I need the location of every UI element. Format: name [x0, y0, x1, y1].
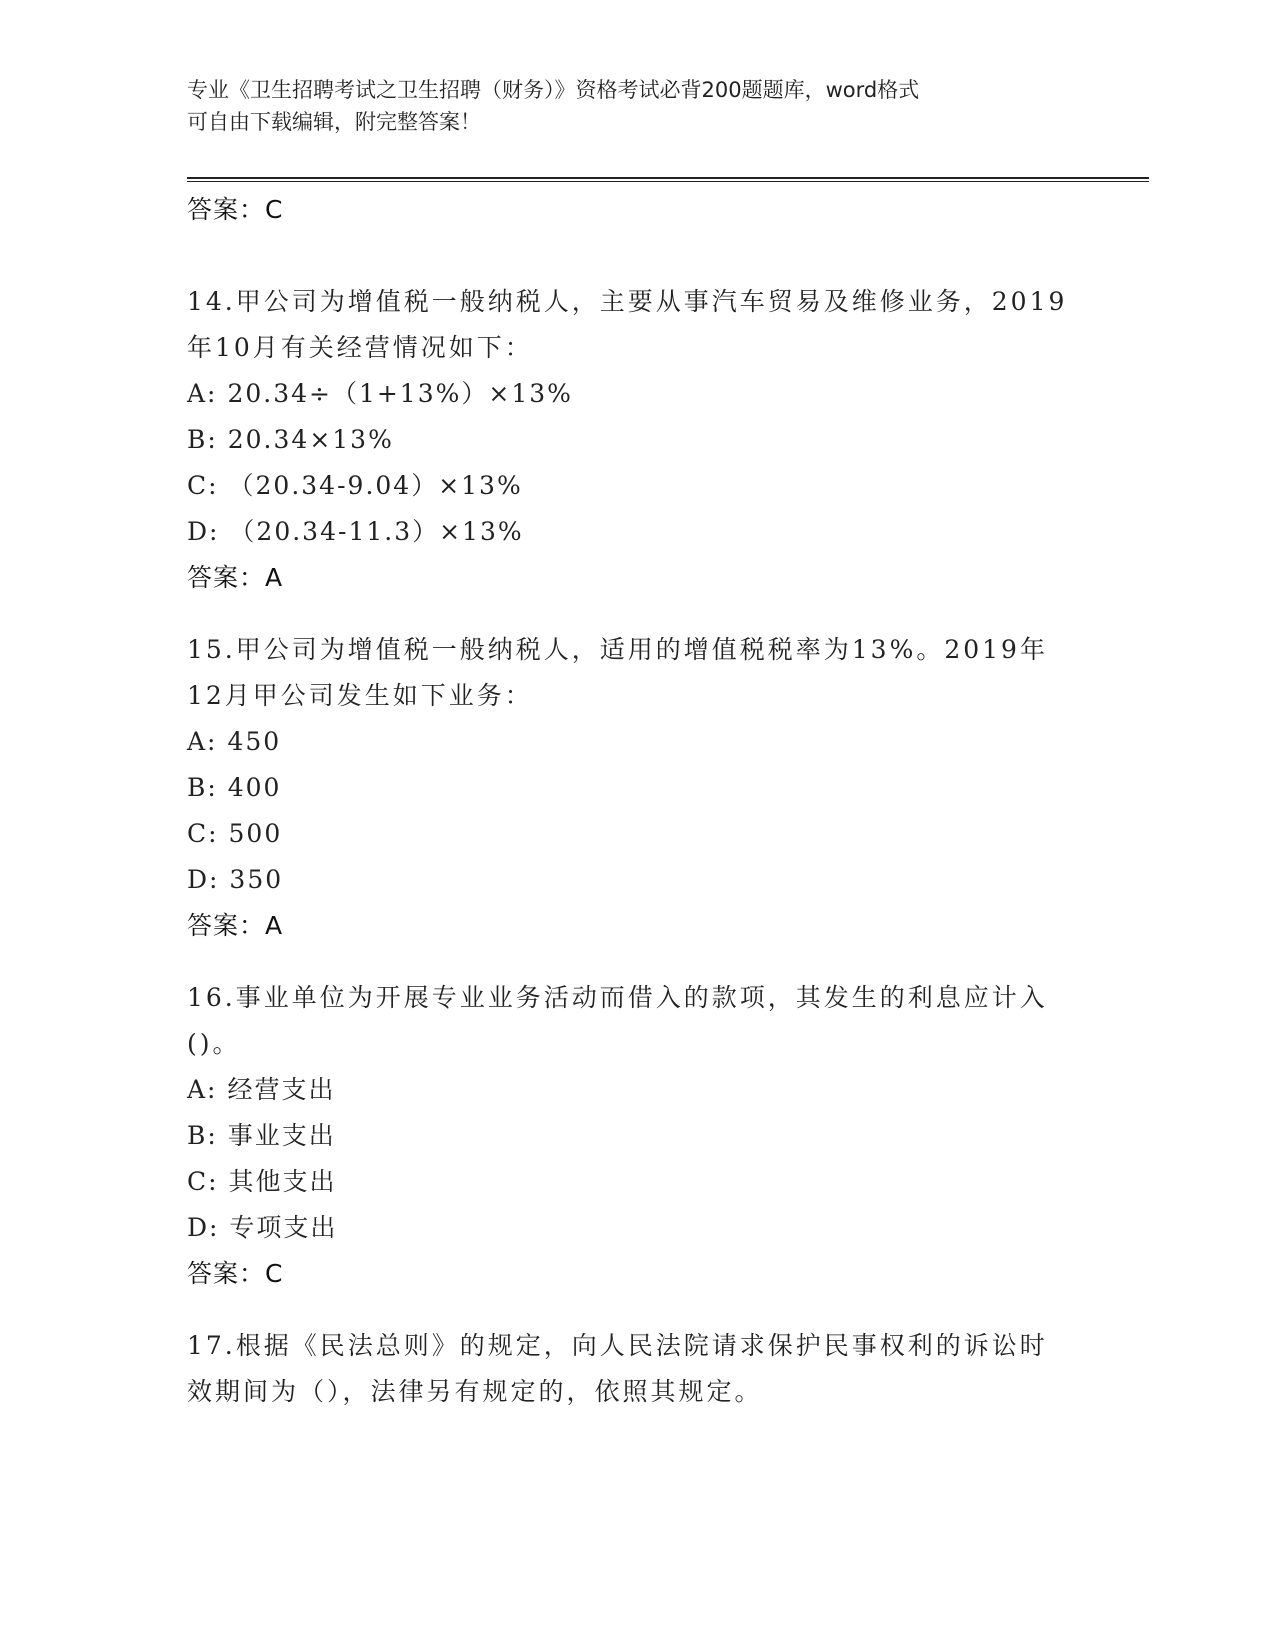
option-text: （20.34-11.3）×13%: [229, 517, 524, 546]
option-b: [187, 1113, 1077, 1159]
question-17: [187, 1323, 1077, 1415]
answer-value: C: [265, 195, 284, 224]
answer-label: 答案：: [187, 911, 266, 940]
question-15: [187, 627, 1077, 949]
option-label: B:: [187, 1121, 218, 1150]
question-text-line-1: 甲公司为增值税一般纳税人，主要从事汽车贸易及维修业务，2019: [235, 287, 1068, 316]
option-label: D:: [187, 865, 220, 894]
option-label: A:: [187, 1075, 218, 1104]
option-label: C:: [187, 471, 219, 500]
header-divider-thick: [187, 177, 1149, 179]
answer-value: A: [265, 911, 284, 940]
answer-line: [187, 1251, 1077, 1297]
option-a: [187, 371, 1077, 417]
answer-label: 答案：: [187, 195, 266, 224]
option-label: D:: [187, 1213, 220, 1242]
header-divider-thin: [187, 181, 1149, 182]
header-line-2: 可自由下载编辑，附完整答案！: [187, 110, 481, 134]
answer-line: [187, 903, 1077, 949]
question-stem: [187, 627, 1077, 719]
option-text: 400: [227, 773, 282, 802]
option-d: [187, 509, 1077, 555]
header-line-1: 专业《卫生招聘考试之卫生招聘（财务）》资格考试必背200题题库，word格式: [187, 78, 920, 102]
option-b: [187, 417, 1077, 463]
option-c: [187, 463, 1077, 509]
option-label: C:: [187, 1167, 219, 1196]
question-text-line-1: 甲公司为增值税一般纳税人，适用的增值税税率为13%。2019年: [235, 635, 1048, 664]
answer-label: 答案：: [187, 563, 266, 592]
answer-label: 答案：: [187, 1259, 266, 1288]
question-text-line-1: 根据《民法总则》的规定，向人民法院请求保护民事权利的诉讼时: [235, 1331, 1048, 1360]
option-text: 350: [229, 865, 284, 894]
option-text: 事业支出: [227, 1121, 336, 1150]
option-label: B:: [187, 425, 218, 454]
question-number: 17.: [187, 1331, 236, 1360]
option-c: [187, 1159, 1077, 1205]
option-a: [187, 719, 1077, 765]
option-text: 20.34×13%: [227, 425, 394, 454]
answer-value: A: [265, 563, 284, 592]
answer-line: [187, 555, 1077, 601]
option-text: 其他支出: [228, 1167, 337, 1196]
option-label: D:: [187, 517, 220, 546]
question-stem: [187, 975, 1077, 1067]
answer-value: C: [265, 1259, 284, 1288]
option-text: 20.34÷（1+13%）×13%: [227, 379, 573, 408]
question-14: [187, 279, 1077, 601]
answer-line: [187, 187, 283, 233]
question-stem: [187, 1323, 1077, 1415]
question-16: [187, 975, 1077, 1297]
option-a: [187, 1067, 1077, 1113]
option-b: [187, 765, 1077, 811]
question-text-line-2: 年10月有关经营情况如下：: [187, 333, 533, 362]
question-text-line-2: ()。: [187, 1029, 241, 1058]
option-label: A:: [187, 727, 218, 756]
question-text-line-2: 效期间为（），法律另有规定的，依照其规定。: [187, 1377, 763, 1406]
question-text-line-1: 事业单位为开展专业业务活动而借入的款项，其发生的利息应计入: [235, 983, 1048, 1012]
option-c: [187, 811, 1077, 857]
question-text-line-2: 12月甲公司发生如下业务：: [187, 681, 533, 710]
option-d: [187, 1205, 1077, 1251]
option-d: [187, 857, 1077, 903]
question-number: 16.: [187, 983, 236, 1012]
option-label: A:: [187, 379, 218, 408]
option-label: C:: [187, 819, 219, 848]
document-header: [187, 74, 1087, 138]
question-number: 14.: [187, 287, 236, 316]
option-text: 专项支出: [229, 1213, 338, 1242]
option-text: （20.34-9.04）×13%: [228, 471, 523, 500]
option-label: B:: [187, 773, 218, 802]
question-stem: [187, 279, 1077, 371]
option-text: 450: [227, 727, 282, 756]
question-number: 15.: [187, 635, 236, 664]
option-text: 500: [228, 819, 283, 848]
option-text: 经营支出: [227, 1075, 336, 1104]
